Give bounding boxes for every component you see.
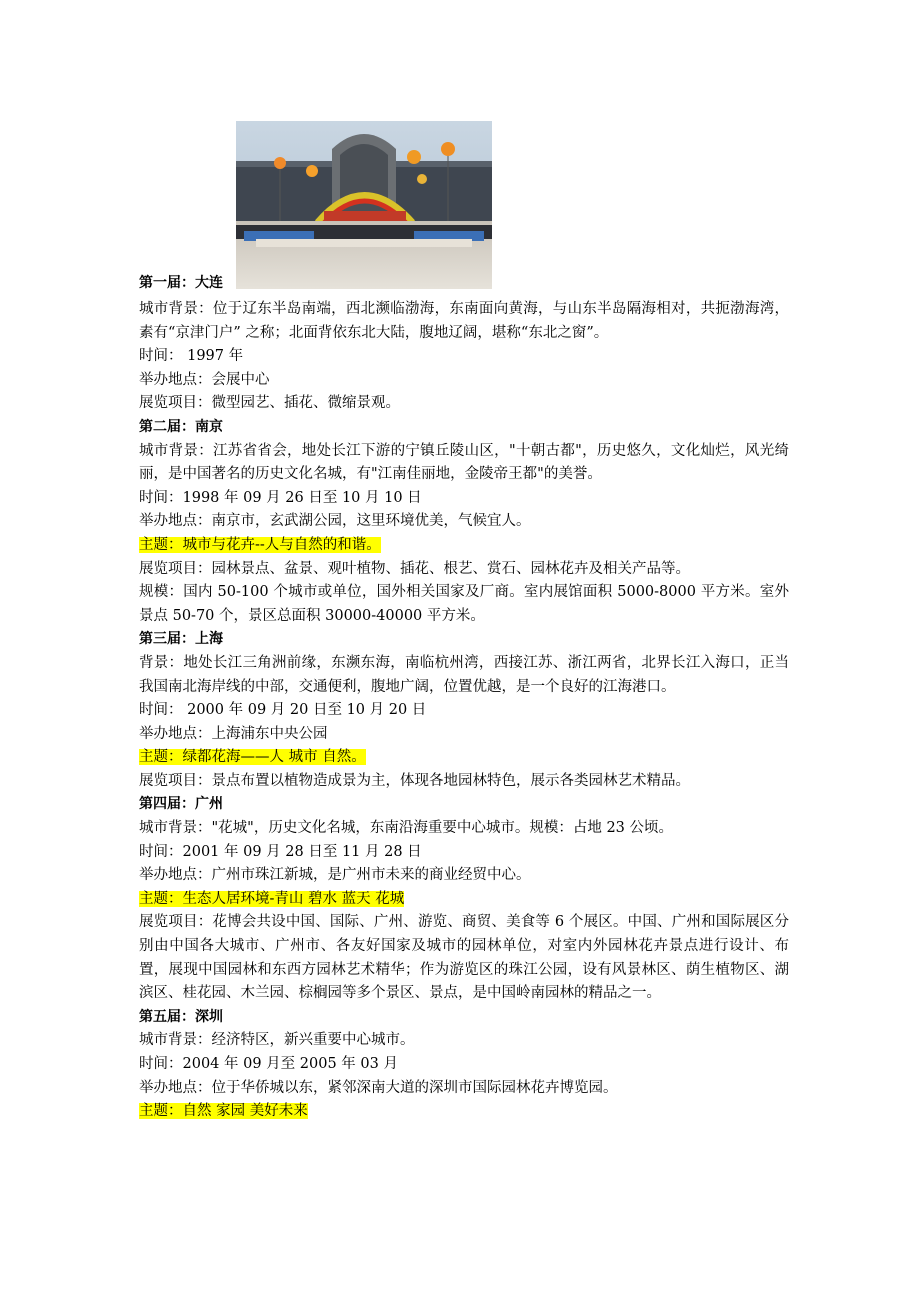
venue-line: 举办地点：位于华侨城以东，紧邻深南大道的深圳市国际园林花卉博览园。 — [139, 1079, 618, 1096]
time-line: 时间：2004 年 09 月至 2005 年 03 月 — [139, 1056, 398, 1072]
venue-line: 举办地点：广州市珠江新城，是广州市未来的商业经贸中心。 — [139, 867, 531, 884]
theme-highlight: 主题：生态人居环境-青山 碧水 蓝天 花城 — [139, 890, 405, 907]
section-heading: 第三届：上海 — [139, 631, 223, 648]
time-line: 时间：2001 年 09 月 28 日至 11 月 28 日 — [139, 843, 422, 860]
city-background: 城市背景：位于辽东半岛南端，西北濒临渤海，东南面向黄海，与山东半岛隔海相对，共扼渤海湾，素有“京津门户” 之称；北面背依东北大陆，腹地辽阔，堪称“东北之窗”。 — [139, 301, 789, 341]
theme-line — [139, 746, 789, 770]
section-heading: 第四届：广州 — [139, 796, 223, 813]
city-background: 背景：地处长江三角洲前缘，东濒东海，南临杭州湾，西接江苏、浙江两省，北界长江入海口，正当我国南北海岸线的中部，交通便利，腹地广阔，位置优越，是一个良好的江海港口。 — [139, 654, 789, 695]
city-background: 城市背景："花城"，历史文化名城，东南沿海重要中心城市。规模：占地 23 公顷。 — [139, 820, 674, 837]
theme-line — [139, 888, 789, 912]
theme-highlight: 主题：绿都花海——人 城市 自然。 — [139, 749, 366, 766]
items-line: 展览项目：景点布置以植物造成景为主，体现各地园林特色，展示各类园林艺术精品。 — [139, 772, 690, 789]
theme-line — [139, 534, 789, 558]
theme-line — [139, 1100, 789, 1124]
venue-line: 举办地点：南京市，玄武湖公园，这里环境优美，气候宜人。 — [139, 513, 531, 530]
theme-highlight: 主题：城市与花卉--人与自然的和谐。 — [139, 536, 381, 553]
theme-highlight: 主题：自然 家园 美好未来 — [139, 1103, 308, 1120]
section-heading: 第二届：南京 — [139, 418, 223, 435]
expo-stage-photo — [236, 121, 492, 289]
time-line: 时间：1998 年 09 月 26 日至 10 月 10 日 — [139, 489, 422, 506]
expo-stage-photo-icon — [236, 121, 492, 289]
items-line: 展览项目：园林景点、盆景、观叶植物、插花、根艺、赏石、园林花卉及相关产品等。 — [139, 560, 690, 577]
venue-line: 举办地点：会展中心 — [139, 371, 270, 388]
section-heading: 第一届：大连 — [139, 275, 223, 291]
city-background: 城市背景：经济特区，新兴重要中心城市。 — [139, 1032, 415, 1049]
time-line: 时间： 1997 年 — [139, 348, 244, 365]
scale-line: 规模：国内 50-100 个城市或单位，国外相关国家及厂商。室内展馆面积 5000-8000 平方米。室外景点 50-70 个，景区总面积 30000-40000 平方米。 — [139, 584, 789, 624]
items-line: 展览项目：花博会共设中国、国际、广州、游览、商贸、美食等 6 个展区。中国、广州和国际展区分别由中国各大城市、广州市、各友好国家及城市的园林单位，对室内外园林花卉景点进行设计、布置，展现中国园林和东西方园林艺术精华；作为游览区的珠江公园，设有风景林区、荫生植物区、湖滨区、桂花园、木兰园、棕榈园等多个景区、景点，是中国岭南园林的精品之一。 — [139, 914, 789, 1002]
document-body — [139, 272, 789, 1124]
section-heading: 第五届：深圳 — [139, 1008, 223, 1025]
venue-line: 举办地点：上海浦东中央公园 — [139, 725, 328, 742]
city-background: 城市背景：江苏省省会，地处长江下游的宁镇丘陵山区，"十朝古都"，历史悠久，文化灿烂，风光绮丽，是中国著名的历史文化名城，有"江南佳丽地，金陵帝王都"的美誉。 — [139, 442, 789, 483]
items-line: 展览项目：微型园艺、插花、微缩景观。 — [139, 395, 400, 412]
time-line: 时间： 2000 年 09 月 20 日至 10 月 20 日 — [139, 702, 427, 719]
